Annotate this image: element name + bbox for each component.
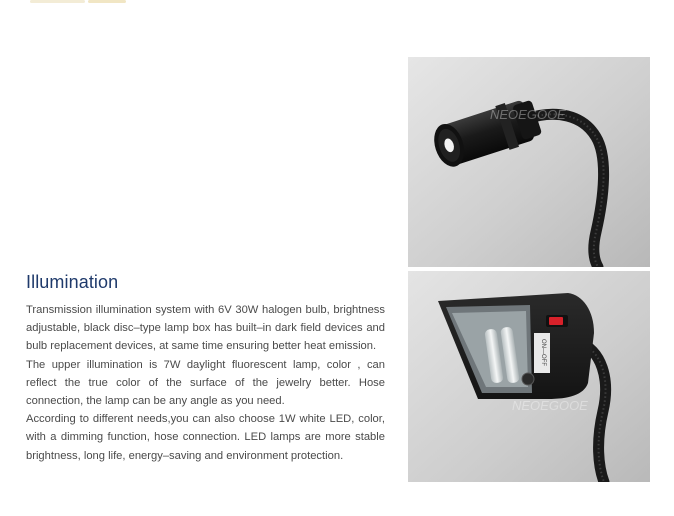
switch-label-text: ON—OFF bbox=[540, 339, 546, 366]
watermark-text: NEOEGOOE bbox=[490, 107, 566, 122]
paragraph-led-option: According to different needs,you can also choose 1W white LED, color, with a dimming function, hose connection. LED lamps are more stable brightness, long life, energy–saving and environment protection. bbox=[26, 413, 385, 462]
paragraph-transmission-illumination: Transmission illumination system with 6V 30W halogen bulb, brightness adjustable, black disc–type lamp box has built–in dark field devices and bulb replacement devices, at same time ensuring better heat emission. bbox=[26, 304, 385, 353]
section-body bbox=[26, 301, 385, 465]
paragraph-upper-illumination: The upper illumination is 7W daylight fluorescent lamp, color , can reflect the true color of the surface of the jewelry better. Hose connection, the lamp can be any angle as you need. bbox=[26, 358, 385, 408]
section-title: Illumination bbox=[26, 272, 119, 292]
watermark-text: NEOEGOOE bbox=[512, 398, 588, 413]
power-switch bbox=[549, 317, 563, 325]
top-decorative-mark bbox=[30, 0, 130, 4]
fluorescent-lamp-photo bbox=[408, 271, 650, 482]
led-lamp-photo bbox=[408, 57, 650, 267]
